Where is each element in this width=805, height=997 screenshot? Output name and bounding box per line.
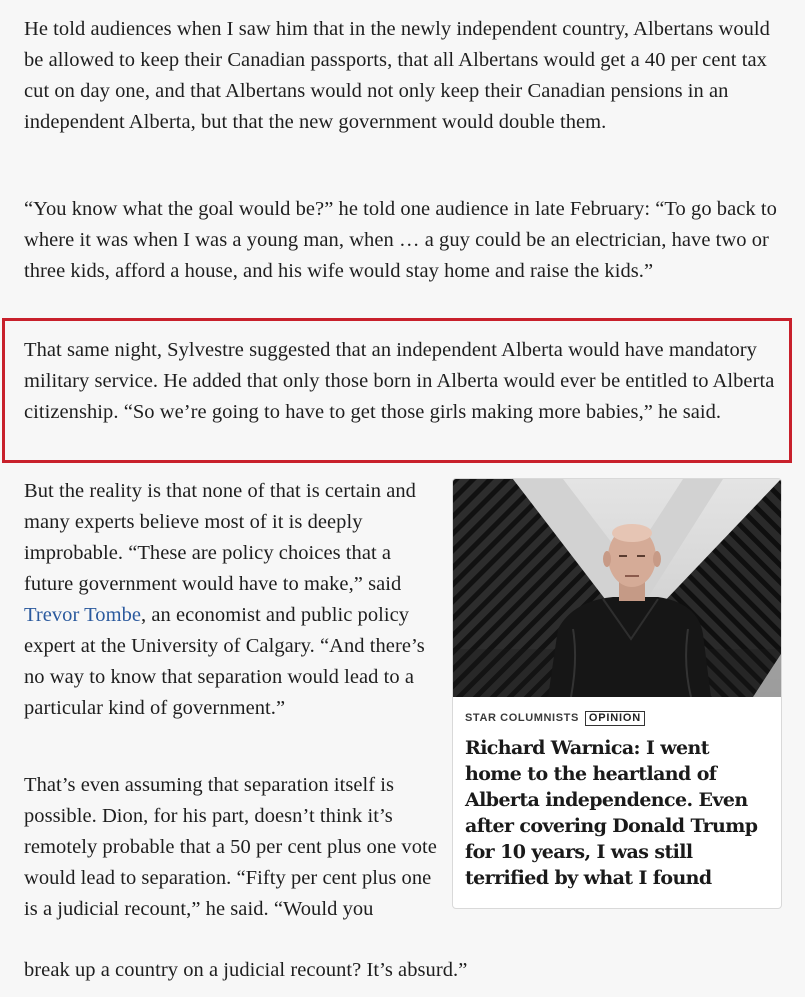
article-paragraph-end: break up a country on a judicial recount? It’s absurd.”	[24, 959, 468, 981]
article-paragraph-quote: “You know what the goal would be?” he told one audience in late February: “To go back to where it was when I was a young man, when … a guy could be an electrician, have two or three kids, afford a house, and his wife would stay home and raise the kids.”	[24, 198, 777, 282]
article-paragraph: He told audiences when I saw him that in the newly independent country, Albertans would be allowed to keep their Canadian passports, that all Albertans would get a 40 per cent tax cut on day one, and that Albertans would not only keep their Canadian pensions in an independent Alberta, but that the new government would double them.	[24, 18, 770, 133]
card-meta	[465, 710, 645, 726]
highlighted-paragraph: That same night, Sylvestre suggested that an independent Alberta would have mandatory military service. He added that only those born in Alberta would ever be entitled to Alberta citizenship. “So we’re going to have to get those girls making more babies,” he said.	[24, 339, 775, 423]
article-paragraph: That’s even assuming that separation itself is possible. Dion, for his part, doesn’t think it’s remotely probable that a 50 per cent plus one vote would lead to separation. “Fifty per cent plus one is a judicial recount,” he said. “Would you	[24, 774, 437, 920]
columnist-photo	[453, 479, 781, 697]
paragraph-text: But the reality is that none of that is certain and many experts believe most of it is deeply improbable. “These are policy choices that a future government would have to make,” said	[24, 480, 416, 595]
related-article-card[interactable]	[452, 478, 782, 909]
paragraph-text: , an economist and public policy expert at the University of Calgary. “And there’s no way to know that separation would lead to a particular kind of government.”	[24, 604, 425, 719]
opinion-badge: OPINION	[585, 711, 645, 726]
trevor-tombe-link[interactable]: Trevor Tombe	[24, 604, 142, 626]
card-headline[interactable]: Richard Warnica: I went home to the heartland of Alberta independence. Even after covering Donald Trump for 10 years, I was still terrified by what I found	[465, 737, 758, 889]
section-label: STAR COLUMNISTS	[465, 712, 579, 724]
article-paragraph-with-link	[24, 476, 439, 724]
